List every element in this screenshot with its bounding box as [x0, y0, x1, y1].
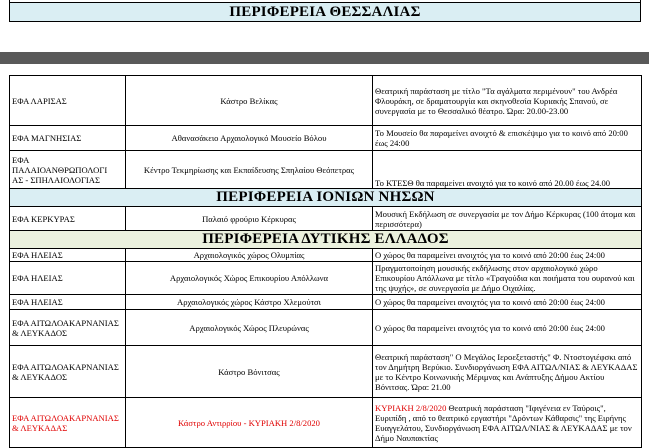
- table-row: [10, 207, 642, 231]
- table-row: [10, 310, 642, 346]
- table-row: [10, 76, 642, 126]
- description-cell: Το Μουσείο θα παραμείνει ανοιχτό & επισκέψιμο για το κοινό από 20:00 έως 24:00: [373, 126, 642, 151]
- description-cell: [373, 398, 642, 448]
- section-row: [10, 231, 642, 249]
- agency-line: ΑΣ - ΣΠΗΛΑΙΟΛΟΓΙΑΣ: [12, 174, 100, 185]
- agency-cell: ΕΦΑ ΗΛΕΙΑΣ: [10, 295, 126, 310]
- agency-cell: ΕΦΑ ΑΙΤΩΛΟΑΚΑΡΝΑΝΙΑΣ & ΛΕΥΚΑΔΟΣ: [10, 346, 126, 398]
- site-cell: Αρχαιολογικός Χώρος Πλευρώνας: [126, 310, 373, 346]
- date-highlight: ΚΥΡΙΑΚΗ 2/8/2020: [375, 402, 447, 413]
- site-cell: Κάστρο Βόνιτσας: [126, 346, 373, 398]
- events-table: [9, 75, 642, 448]
- table-row: [10, 151, 642, 189]
- table-row: [10, 346, 642, 398]
- agency-cell: ΕΦΑ ΗΛΕΙΑΣ: [10, 249, 126, 262]
- agency-cell: ΕΦΑ ΗΛΕΙΑΣ: [10, 262, 126, 295]
- description-cell: Μουσική Εκδήλωση σε συνεργασία με τον Δήμο Κέρκυρας (100 άτομα και περισσότερα): [373, 207, 642, 231]
- agency-line: ΠΑΛΑΙΟΑΝΘΡΩΠΟΛΟΓΙ: [12, 164, 108, 175]
- description-cell: Ο χώρος θα παραμείνει ανοιχτός για το κοινό από 20:00 έως 24:00: [373, 295, 642, 310]
- site-cell: Αρχαιολογικός χώρος Κάστρο Χλεμούτσι: [126, 295, 373, 310]
- description-text: Θεατρική παράσταση "Ιφιγένεια εν Ταύροις", Ευριπίδη , από το θεατρικό εργαστήρι "Δρόντων Κάθαρσις" της Ειρήνης Ευαγγελάτου, Συνδιοργάνωση ΕΦΑ ΑΙΤΩΛ/ΝΙΑΣ & ΛΕΥΚΑΔΑΣ με τον Δήμο Ναυπακτίας: [375, 402, 632, 443]
- agency-cell: [10, 151, 126, 189]
- agency-cell: ΕΦΑ ΑΙΤΩΛΟΑΚΑΡΝΑΝΙΑΣ & ΛΕΥΚΑΔΑΣ: [10, 398, 126, 448]
- section-header-thessaly: ΠΕΡΙΦΕΡΕΙΑ ΘΕΣΣΑΛΙΑΣ: [10, 3, 641, 22]
- site-cell: Αθανασάκειο Αρχαιολογικό Μουσείο Βόλου: [126, 126, 373, 151]
- agency-cell: ΕΦΑ ΚΕΡΚΥΡΑΣ: [10, 207, 126, 231]
- site-cell: Αρχαιολογικός χώρος Ολυμπίας: [126, 249, 373, 262]
- description-cell: Ο χώρος θα παραμείνει ανοιχτός για το κοινό από 20:00 έως 24:00: [373, 249, 642, 262]
- description-cell: Το ΚΤΕΣΘ θα παραμείνει ανοιχτό για το κοινό από 20.00 έως 24.00: [373, 151, 642, 189]
- site-cell: Κάστρο Αντιρρίου - ΚΥΡΙΑΚΗ 2/8/2020: [126, 398, 373, 448]
- agency-cell: ΕΦΑ ΛΑΡΙΣΑΣ: [10, 76, 126, 126]
- description-cell: Θεατρική παράσταση με τίτλο "Τα αγάλματα περιμένουν" του Ανδρέα Φλουράκη, σε δραματουργία και σκηνοθεσία Κυριακής Σπανού, σε συνεργασία με το Θεσσαλικό θέατρο. Ώρα: 20.00-23.00: [373, 76, 642, 126]
- section-header-west-greece: ΠΕΡΙΦΕΡΕΙΑ ΔΥΤΙΚΗΣ ΕΛΛΑΔΟΣ: [10, 231, 642, 249]
- site-cell: Αρχαιολογικός Χώρος Επικουρίου Απόλλωνα: [126, 262, 373, 295]
- site-cell: Κάστρο Βελίκας: [126, 76, 373, 126]
- site-cell: Κέντρο Τεκμηρίωσης και Εκπαίδευσης Σπηλαίου Θεόπετρας: [126, 151, 373, 189]
- table-row: [10, 249, 642, 262]
- table-row: [10, 295, 642, 310]
- page-separator: [0, 52, 649, 64]
- site-cell: Παλαιό φρούριο Κέρκυρας: [126, 207, 373, 231]
- thessaly-header-table: [9, 0, 641, 22]
- agency-cell: ΕΦΑ ΑΙΤΩΛΟΑΚΑΡΝΑΝΙΑΣ & ΛΕΥΚΑΔΟΣ: [10, 310, 126, 346]
- section-row: [10, 189, 642, 207]
- table-row: [10, 262, 642, 295]
- agency-cell: ΕΦΑ ΜΑΓΝΗΣΙΑΣ: [10, 126, 126, 151]
- table-row: [10, 126, 642, 151]
- section-header-ionian: ΠΕΡΙΦΕΡΕΙΑ ΙΟΝΙΩΝ ΝΗΣΩΝ: [10, 189, 642, 207]
- description-cell: Πραγματοποίηση μουσικής εκδήλωσης στον αρχαιολογικό χώρο Επικουρίου Απόλλωνα με τίτλο «Τραγούδια και ποιήματα του ουρανού και της ψυχής», σε συνεργασία με Δήμο Οιχαλίας.: [373, 262, 642, 295]
- description-cell: Θεατρική παράσταση" Ο Μεγάλος Ιεροεξεταστής" Φ. Ντοστογιέφσκι από τον Δημήτρη Βερύκιο. Συνδιοργάνωση ΕΦΑ ΑΙΤΩΛ/ΝΙΑΣ & ΛΕΥΚΑΔΑΣ με το Κέντρο Κοινωνικής Μέριμνας και Ανάπτυξης Δήμου Ακτίου Βόνιτσας. Ώρα: 21.00: [373, 346, 642, 398]
- agency-line: ΕΦΑ: [12, 154, 30, 165]
- table-row: [10, 398, 642, 448]
- description-cell: Ο χώρος θα παραμείνει ανοιχτός για το κοινό από 20:00 έως 24:00: [373, 310, 642, 346]
